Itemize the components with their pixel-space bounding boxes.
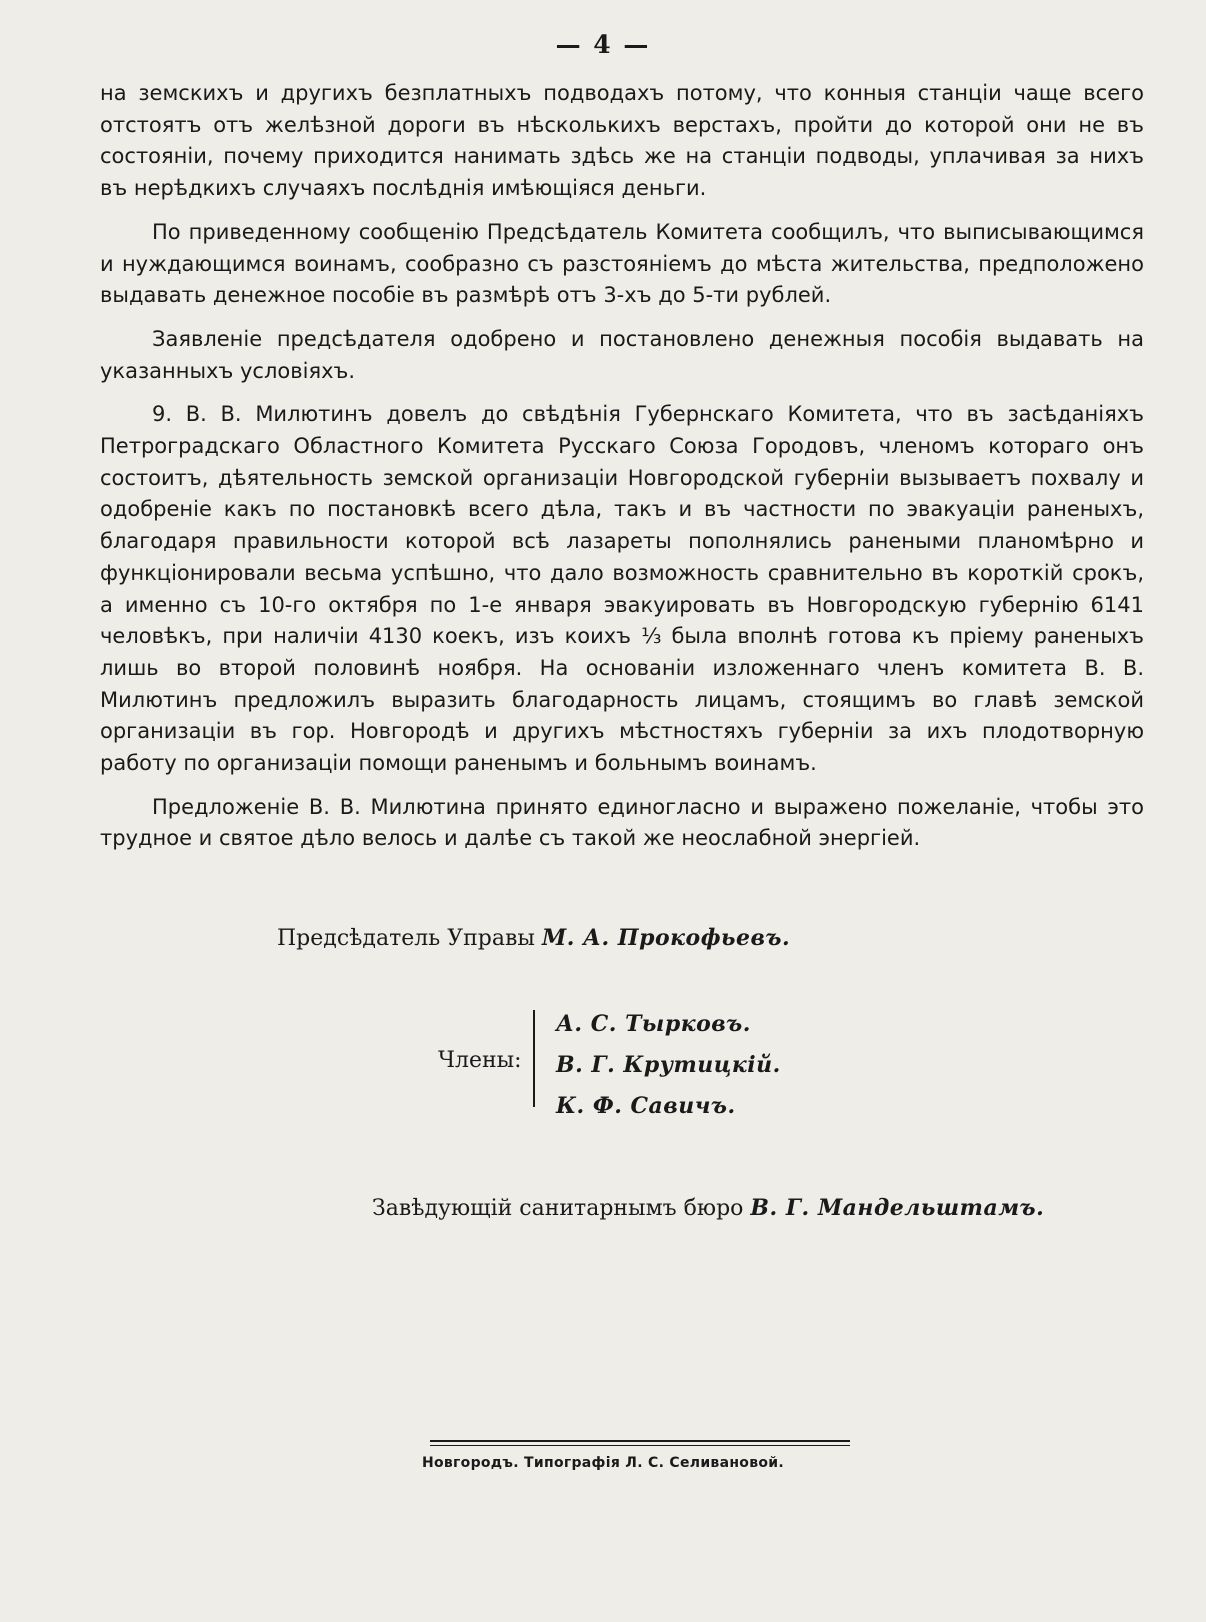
- members-brace: [533, 1010, 535, 1107]
- bureau-name: В. Г. Мандельштамъ.: [750, 1195, 1045, 1221]
- bureau-signature: [372, 1195, 1044, 1221]
- members-label: Члены:: [438, 1048, 522, 1073]
- member-signature: В. Г. Крутицкій.: [556, 1052, 781, 1078]
- imprint-divider: [430, 1440, 850, 1446]
- paragraph-continuation: на земскихъ и другихъ безплатныхъ подводахъ потому, что конныя станціи чаще всего отстоятъ отъ желѣзной дороги въ нѣсколькихъ верстахъ, пройти до которой они не въ состояніи, почему приходится нанимать здѣсь же на станціи подводы, уплачивая за нихъ въ нерѣдкихъ случаяхъ послѣднія имѣющіяся деньги.: [100, 81, 1144, 201]
- chair-signature: [277, 925, 790, 951]
- member-signature: К. Ф. Савичъ.: [556, 1093, 736, 1119]
- paragraph-resolution: Заявленіе предсѣдателя одобрено и постановлено денежныя пособія выдавать на указанныхъ условіяхъ.: [100, 326, 1144, 383]
- member-signature: А. С. Тырковъ.: [556, 1011, 751, 1037]
- members-list: [556, 1004, 781, 1127]
- chair-label: Предсѣдатель Управы: [277, 926, 535, 951]
- paragraph-item-9: 9. В. В. Милютинъ довелъ до свѣдѣнія Губернскаго Комитета, что въ засѣданіяхъ Петроградскаго Областного Комитета Русскаго Союза Городовъ, членомъ котораго онъ состоитъ, дѣятельность земской организаціи Новгородской губерніи вызываетъ похвалу и одобреніе какъ по постановкѣ всего дѣла, такъ и въ частности по эвакуаціи раненыхъ, благодаря правильности которой всѣ лазареты пополнялись ранеными планомѣрно и функціонировали весьма успѣшно, что дало возможность сравнительно въ короткій срокъ, а именно съ 10-го октября по 1-е января эвакуировать въ Новгородскую губернію 6141 человѣкъ, при наличіи 4130 коекъ, изъ коихъ ⅓ была вполнѣ готова къ пріему раненыхъ лишь во второй половинѣ ноября. На основаніи изложеннаго членъ комитета В. В. Милютинъ предложилъ выразить благодарность лицамъ, стоящимъ во главѣ земской организаціи въ гор. Новгородѣ и другихъ мѣстностяхъ губерніи за ихъ плодотворную работу по организаціи помощи раненымъ и больнымъ воинамъ.: [100, 402, 1144, 776]
- page-number: — 4 —: [555, 30, 651, 59]
- paragraph-chair-report: По приведенному сообщенію Предсѣдатель Комитета сообщилъ, что выписывающимся и нуждающимся воинамъ, сообразно съ разстояніемъ до мѣста жительства, предположено выдавать денежное пособіе въ размѣрѣ отъ 3-хъ до 5-ти рублей.: [100, 219, 1144, 308]
- document-body: [100, 78, 1144, 867]
- printer-imprint: Новгородъ. Типографія Л. С. Селивановой.: [421, 1455, 785, 1471]
- bureau-label: Завѣдующій санитарнымъ бюро: [372, 1196, 744, 1221]
- chair-name: М. А. Прокофьевъ.: [541, 925, 791, 951]
- paragraph-proposal-accepted: Предложеніе В. В. Милютина принято единогласно и выражено пожеланіе, чтобы это трудное и святое дѣло велось и далѣе съ такой же неослабной энергіей.: [100, 794, 1144, 851]
